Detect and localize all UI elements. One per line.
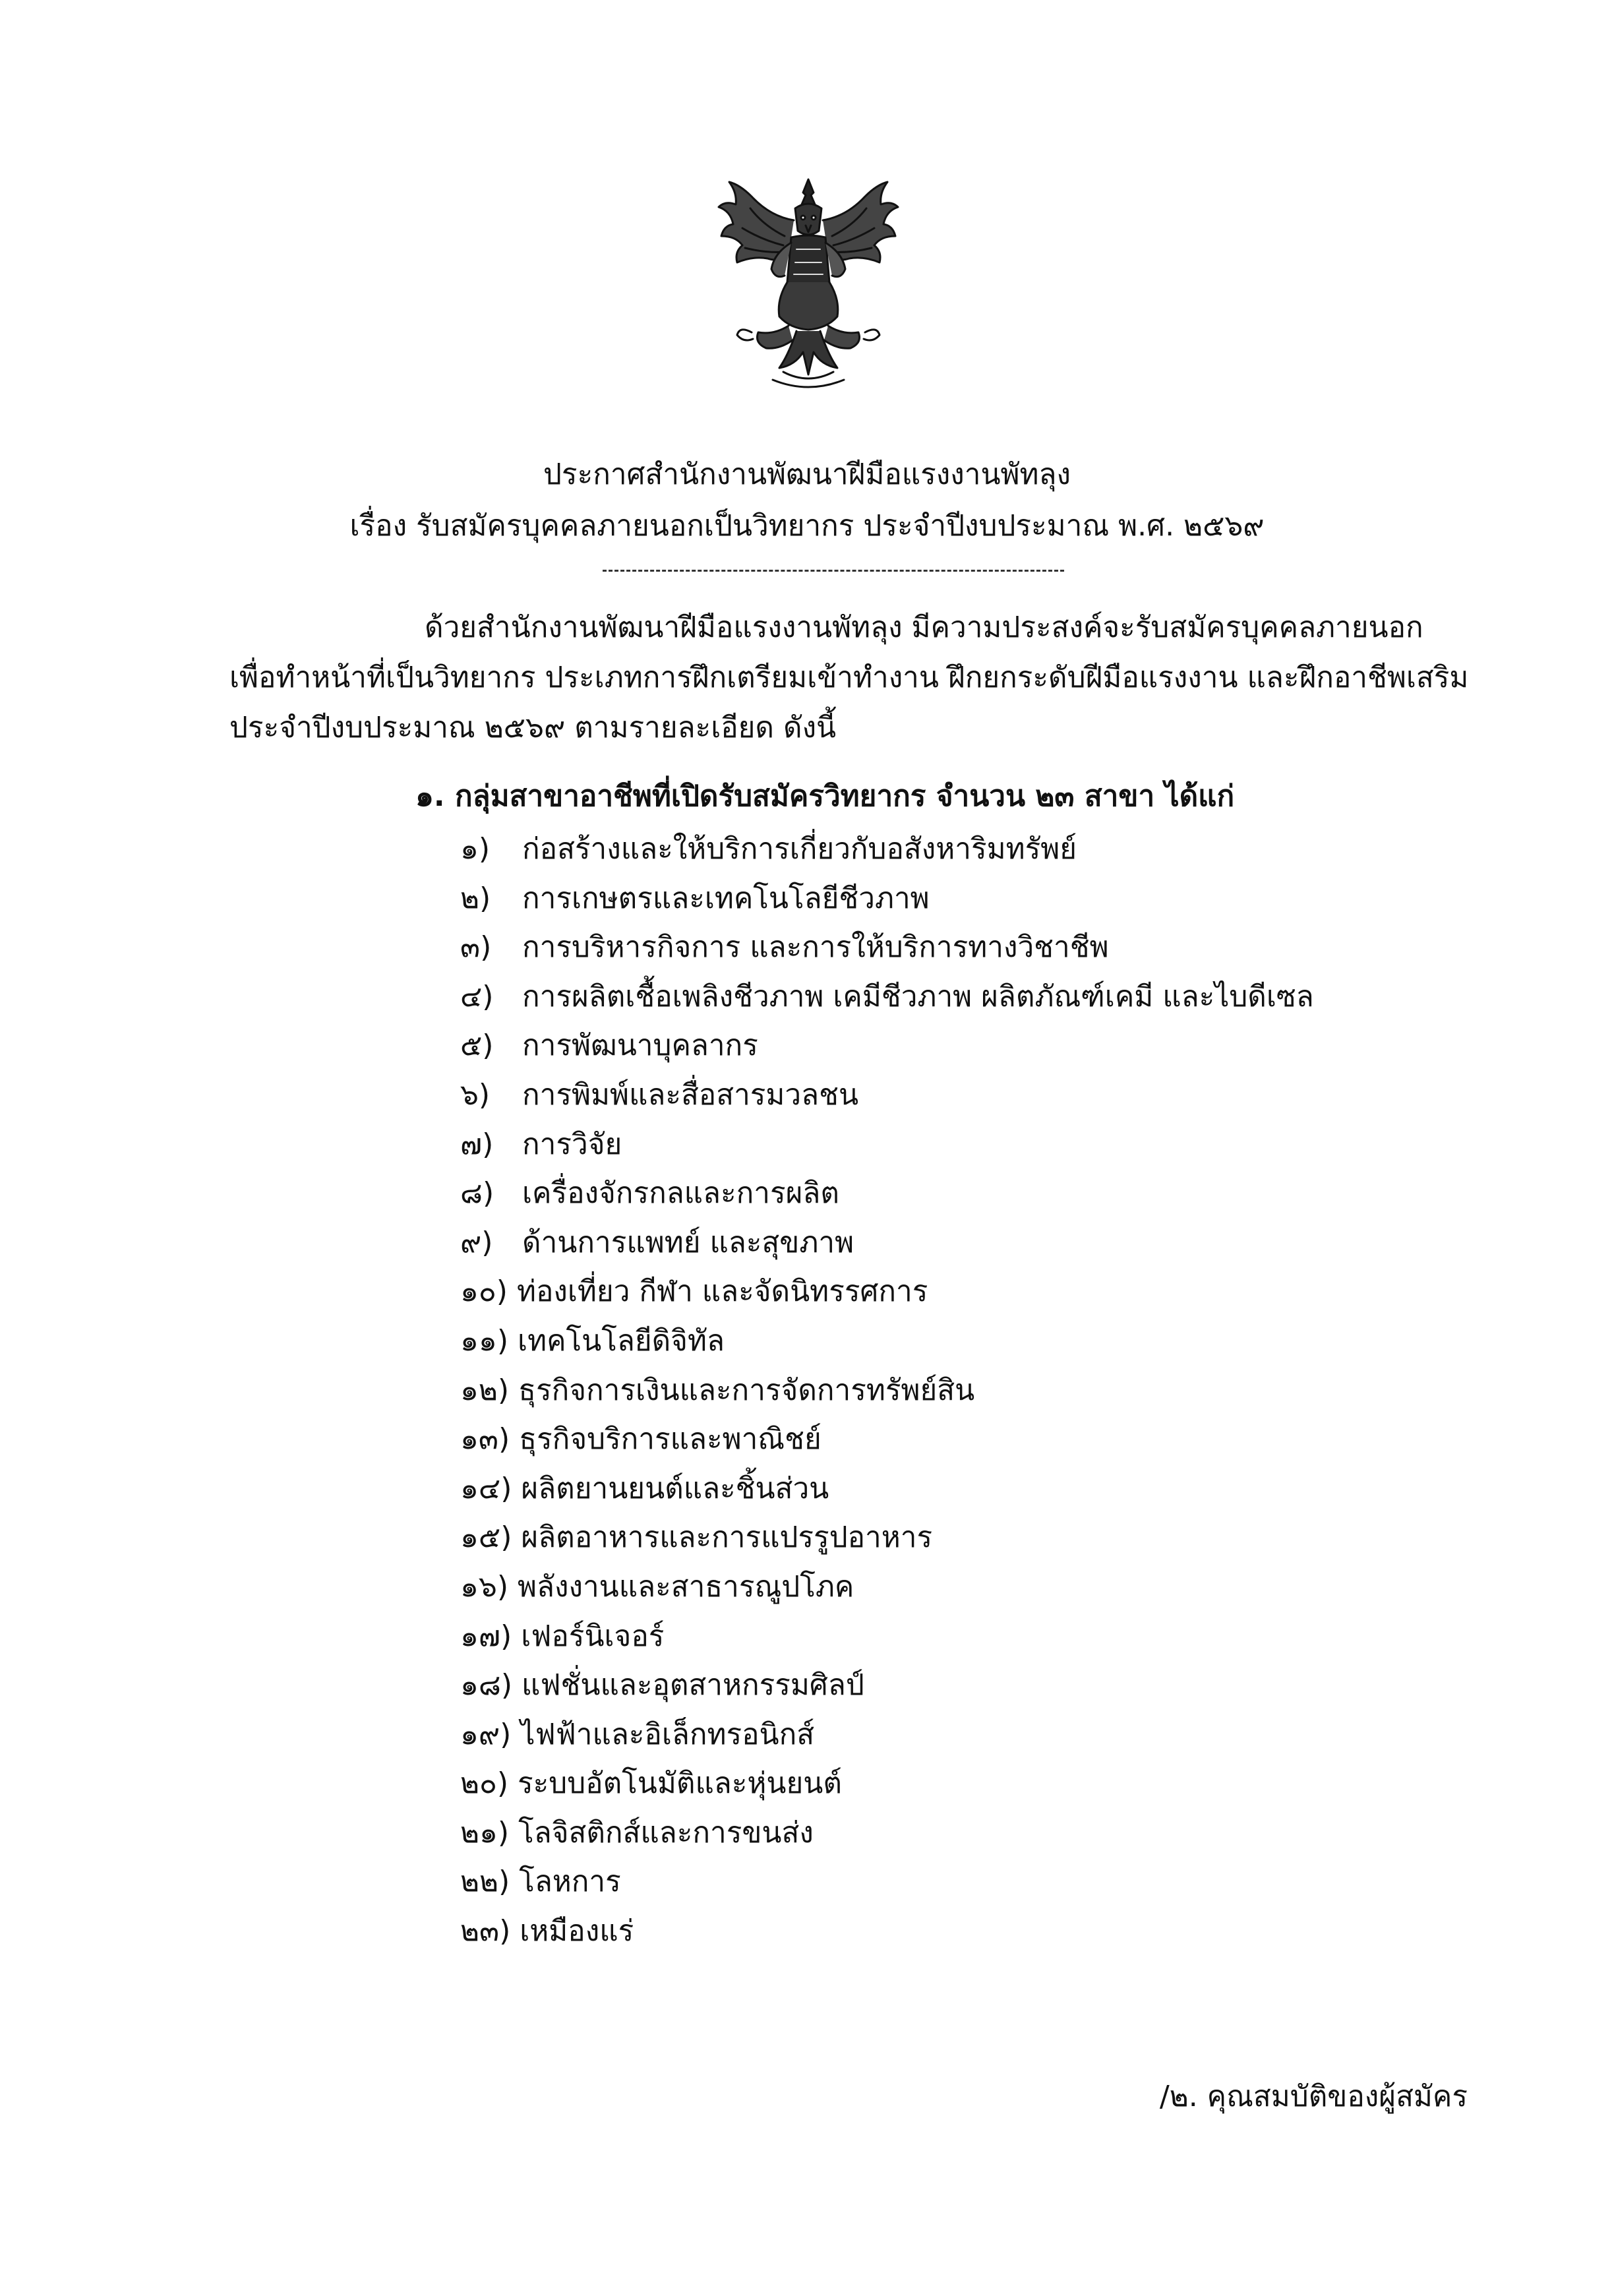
list-item [460,1469,1314,1519]
item-text: โลหการ [519,1865,621,1899]
item-number: ๑๖) [460,1569,509,1604]
item-number: ๑๐) [460,1275,508,1309]
item-text: ผลิตยานยนต์และชิ้นส่วน [521,1471,829,1505]
item-text: การเกษตรและเทคโนโลยีชีวภาพ [522,881,930,915]
list-item [460,977,1314,1027]
item-number: ๕) [460,1029,494,1063]
list-item [460,879,1314,928]
list-item [460,1223,1314,1273]
next-page-reference: /๒. คุณสมบัติของผู้สมัคร [1159,2080,1468,2113]
list-item [460,1075,1314,1125]
item-number: ๑๒) [460,1373,510,1407]
item-number: ๑) [460,832,491,866]
item-text: ด้านการแพทย์ และสุขภาพ [522,1225,854,1259]
item-number: ๖) [460,1077,491,1112]
intro-paragraph [229,603,1482,753]
item-text: ผลิตอาหารและการแปรรูปอาหาร [521,1521,933,1555]
item-number: ๒๑) [460,1815,510,1850]
item-number: ๒) [460,881,491,915]
item-text: ระบบอัตโนมัติและหุ่นยนต์ [518,1767,842,1801]
item-number: ๑๙) [460,1717,512,1751]
item-text: ก่อสร้างและให้บริการเกี่ยวกับอสังหาริมทรัพย์ [522,832,1077,866]
section-heading: ๑. กลุ่มสาขาอาชีพที่เปิดรับสมัครวิทยากร จำนวน ๒๓ สาขา ได้แก่ [415,779,1235,813]
item-text: การบริหารกิจการ และการให้บริการทางวิชาชีพ [522,930,1109,965]
item-text: เฟอร์นิเจอร์ [521,1619,665,1653]
occupation-list [460,830,1314,1961]
item-number: ๑๔) [460,1471,512,1505]
item-text: แฟชั่นและอุตสาหกรรมศิลป์ [522,1668,864,1703]
title-divider [603,570,1064,572]
list-item [460,1813,1314,1863]
list-item [460,1862,1314,1912]
announcement-title: ประกาศสำนักงานพัฒนาฝีมือแรงงานพัทลุง [543,458,1071,491]
item-number: ๓) [460,930,492,965]
item-text: การวิจัย [522,1127,622,1161]
item-text: การพิมพ์และสื่อสารมวลชน [522,1077,859,1112]
item-text: โลจิสติกส์และการขนส่ง [518,1815,814,1850]
intro-line: ประจำปีงบประมาณ ๒๕๖๙ ตามรายละเอียด ดังนี้ [229,711,837,744]
intro-line: ด้วยสำนักงานพัฒนาฝีมือแรงงานพัทลุง มีความประสงค์จะรับสมัครบุคคลภายนอก [425,611,1423,644]
list-item [460,1026,1314,1075]
list-item [460,1371,1314,1420]
item-text: การผลิตเชื้อเพลิงชีวภาพ เคมีชีวภาพ ผลิตภัณฑ์เคมี และไบดีเซล [522,979,1314,1013]
list-item [460,1715,1314,1765]
item-number: ๑๗) [460,1619,512,1653]
item-text: ท่องเที่ยว กีฬา และจัดนิทรรศการ [516,1275,928,1309]
item-text: เทคโนโลยีดิจิทัล [518,1323,725,1358]
list-item [460,1420,1314,1469]
intro-line: เพื่อทำหน้าที่เป็นวิทยากร ประเภทการฝึกเตรียมเข้าทำงาน ฝึกยกระดับฝีมือแรงงาน และฝึกอาชีพเสริม [229,661,1469,694]
item-text: เครื่องจักรกลและการผลิต [522,1176,839,1211]
list-item [460,1125,1314,1174]
item-number: ๒๒) [460,1865,510,1899]
item-text: เหมืองแร่ [520,1914,634,1949]
list-item [460,1518,1314,1567]
item-number: ๘) [460,1176,494,1211]
item-text: ไฟฟ้าและอิเล็กทรอนิกส์ [520,1717,815,1751]
list-item [460,830,1314,879]
garuda-emblem-icon [711,170,906,394]
item-number: ๒๐) [460,1767,509,1801]
list-item [460,1617,1314,1666]
item-number: ๔) [460,979,494,1013]
list-item [460,1912,1314,1961]
item-text: ธุรกิจบริการและพาณิชย์ [519,1422,822,1457]
item-number: ๑๓) [460,1422,510,1457]
item-text: พลังงานและสาธารณูปโภค [518,1569,854,1604]
list-item [460,1174,1314,1223]
list-item [460,1272,1314,1321]
item-text: การพัฒนาบุคลากร [522,1029,758,1063]
item-number: ๗) [460,1127,494,1161]
item-number: ๒๓) [460,1914,511,1949]
item-text: ธุรกิจการเงินและการจัดการทรัพย์สิน [518,1373,975,1407]
item-number: ๑๕) [460,1521,512,1555]
item-number: ๑๘) [460,1668,513,1703]
list-item [460,1764,1314,1813]
list-item [460,928,1314,977]
announcement-subject: เรื่อง รับสมัครบุคคลภายนอกเป็นวิทยากร ประจำปีงบประมาณ พ.ศ. ๒๕๖๙ [349,509,1265,543]
list-item [460,1567,1314,1617]
item-number: ๑๑) [460,1323,509,1358]
list-item [460,1321,1314,1371]
item-number: ๙) [460,1225,493,1259]
list-item [460,1666,1314,1715]
